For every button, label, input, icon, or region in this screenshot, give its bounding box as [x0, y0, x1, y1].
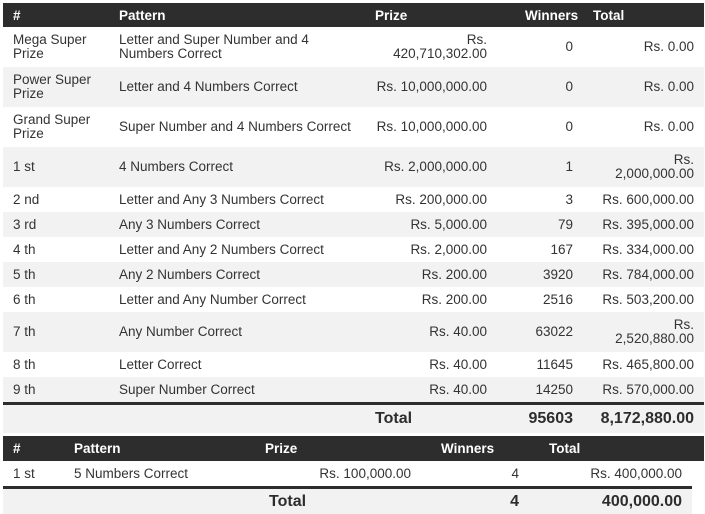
row-rank: Power Super Prize — [3, 67, 109, 107]
row-rank: 4 th — [3, 237, 109, 262]
row-prize: Rs. 40.00 — [365, 312, 497, 352]
row-total: Rs. 0.00 — [583, 107, 704, 147]
total-spacer — [64, 488, 259, 514]
header-prize: Prize — [365, 3, 497, 27]
total-spacer — [109, 404, 365, 434]
header-spacer — [692, 436, 704, 461]
main-header-row — [3, 3, 704, 27]
row-prize: Rs. 2,000.00 — [365, 237, 497, 262]
row-prize: Rs. 100,000.00 — [259, 461, 421, 488]
table-row — [3, 67, 704, 107]
main-total-row — [3, 404, 704, 434]
row-pattern: Letter Correct — [109, 352, 365, 377]
header-winners: Winners — [421, 436, 529, 461]
row-rank: Grand Super Prize — [3, 107, 109, 147]
row-winners: 14250 — [497, 377, 583, 404]
row-prize: Rs. 5,000.00 — [365, 212, 497, 237]
row-winners: 11645 — [497, 352, 583, 377]
row-winners: 1 — [497, 147, 583, 187]
row-winners: 0 — [497, 67, 583, 107]
row-rank: 7 th — [3, 312, 109, 352]
table-row — [3, 187, 704, 212]
row-winners: 0 — [497, 107, 583, 147]
table-row — [3, 377, 704, 404]
table-row — [3, 147, 704, 187]
row-prize: Rs. 200.00 — [365, 262, 497, 287]
table-row — [3, 287, 704, 312]
total-amount: 8,172,880.00 — [583, 404, 704, 434]
total-spacer — [692, 488, 704, 514]
table-row — [3, 352, 704, 377]
row-prize: Rs. 40.00 — [365, 352, 497, 377]
row-total: Rs. 465,800.00 — [583, 352, 704, 377]
row-total: Rs. 784,000.00 — [583, 262, 704, 287]
row-prize: Rs. 10,000,000.00 — [365, 107, 497, 147]
row-pattern: Any 3 Numbers Correct — [109, 212, 365, 237]
row-rank: 6 th — [3, 287, 109, 312]
total-amount: 400,000.00 — [529, 488, 692, 514]
row-total: Rs. 503,200.00 — [583, 287, 704, 312]
special-header-row — [3, 436, 704, 461]
row-pattern: Letter and Super Number and 4 Numbers Correct — [109, 27, 365, 67]
row-prize: Rs. 2,000,000.00 — [365, 147, 497, 187]
row-winners: 0 — [497, 27, 583, 67]
row-rank: 1 st — [3, 461, 64, 488]
row-pattern: Any 2 Numbers Correct — [109, 262, 365, 287]
total-label: Total — [365, 404, 497, 434]
total-winners: 4 — [421, 488, 529, 514]
header-total: Total — [583, 3, 704, 27]
row-total: Rs. 0.00 — [583, 27, 704, 67]
row-spacer — [692, 461, 704, 488]
row-prize: Rs. 200.00 — [365, 287, 497, 312]
table-row — [3, 237, 704, 262]
row-winners: 167 — [497, 237, 583, 262]
row-winners: 79 — [497, 212, 583, 237]
table-row — [3, 27, 704, 67]
header-pattern: Pattern — [109, 3, 365, 27]
row-rank: 1 st — [3, 147, 109, 187]
header-rank: # — [3, 3, 109, 27]
table-row — [3, 212, 704, 237]
row-winners: 63022 — [497, 312, 583, 352]
header-total: Total — [529, 436, 692, 461]
row-pattern: Any Number Correct — [109, 312, 365, 352]
row-pattern: 5 Numbers Correct — [64, 461, 259, 488]
header-prize: Prize — [259, 436, 421, 461]
table-row — [3, 312, 704, 352]
row-pattern: Letter and 4 Numbers Correct — [109, 67, 365, 107]
row-pattern: 4 Numbers Correct — [109, 147, 365, 187]
row-rank: 5 th — [3, 262, 109, 287]
row-total: Rs. 570,000.00 — [583, 377, 704, 404]
row-total: Rs. 2,000,000.00 — [583, 147, 704, 187]
special-total-row — [3, 488, 704, 514]
row-rank: 9 th — [3, 377, 109, 404]
row-pattern: Letter and Any 2 Numbers Correct — [109, 237, 365, 262]
row-prize: Rs. 10,000,000.00 — [365, 67, 497, 107]
header-rank: # — [3, 436, 64, 461]
main-results-table — [3, 3, 704, 433]
row-total: Rs. 0.00 — [583, 67, 704, 107]
special-results-table — [3, 436, 704, 514]
total-winners: 95603 — [497, 404, 583, 434]
row-winners: 3 — [497, 187, 583, 212]
row-total: Rs. 600,000.00 — [583, 187, 704, 212]
row-pattern: Super Number Correct — [109, 377, 365, 404]
header-pattern: Pattern — [64, 436, 259, 461]
row-pattern: Letter and Any 3 Numbers Correct — [109, 187, 365, 212]
total-label: Total — [259, 488, 421, 514]
total-spacer — [3, 404, 109, 434]
row-winners: 2516 — [497, 287, 583, 312]
header-winners: Winners — [497, 3, 583, 27]
row-total: Rs. 395,000.00 — [583, 212, 704, 237]
row-pattern: Letter and Any Number Correct — [109, 287, 365, 312]
row-prize: Rs. 420,710,302.00 — [365, 27, 497, 67]
row-pattern: Super Number and 4 Numbers Correct — [109, 107, 365, 147]
row-rank: 2 nd — [3, 187, 109, 212]
total-spacer — [3, 488, 64, 514]
row-prize: Rs. 200,000.00 — [365, 187, 497, 212]
row-rank: Mega Super Prize — [3, 27, 109, 67]
row-winners: 3920 — [497, 262, 583, 287]
row-prize: Rs. 40.00 — [365, 377, 497, 404]
row-rank: 3 rd — [3, 212, 109, 237]
row-rank: 8 th — [3, 352, 109, 377]
row-total: Rs. 400,000.00 — [529, 461, 692, 488]
row-winners: 4 — [421, 461, 529, 488]
table-row — [3, 107, 704, 147]
row-total: Rs. 2,520,880.00 — [583, 312, 704, 352]
row-total: Rs. 334,000.00 — [583, 237, 704, 262]
table-row — [3, 461, 704, 488]
table-row — [3, 262, 704, 287]
